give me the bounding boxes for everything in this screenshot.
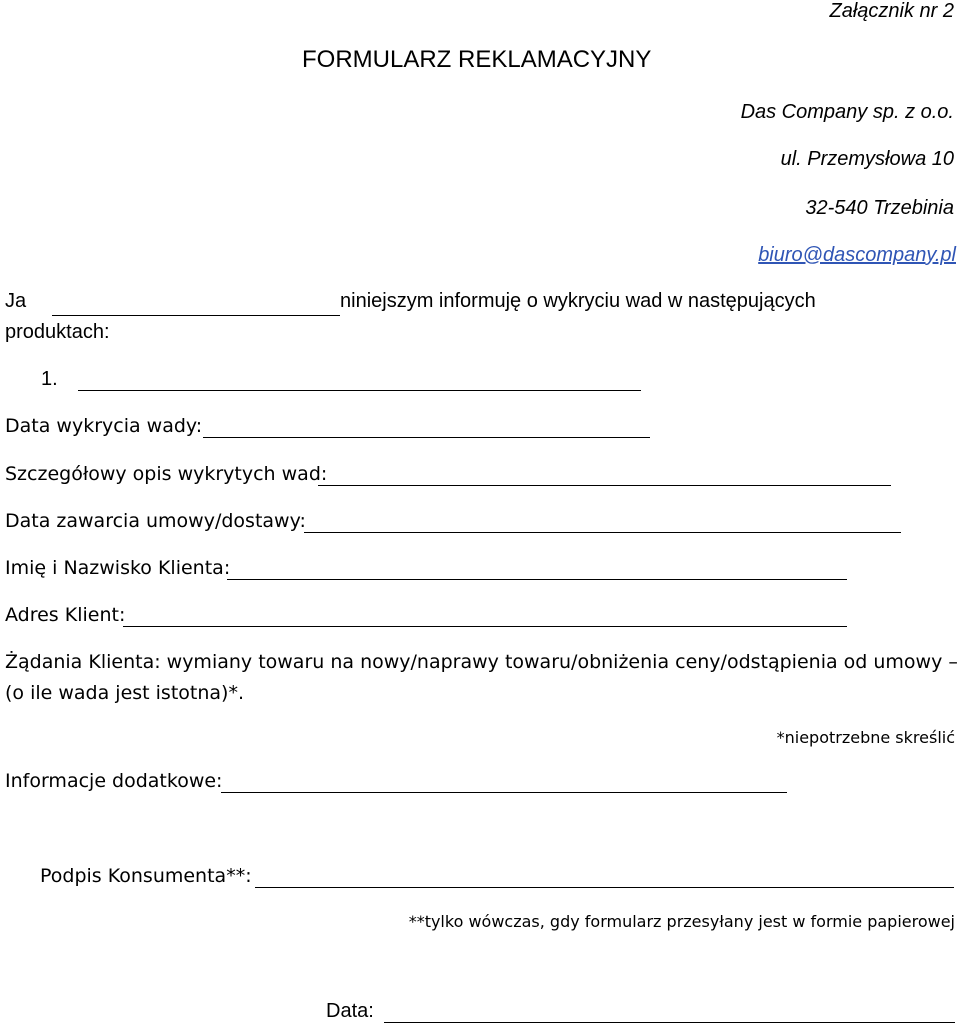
defect-date-label: Data wykrycia wady:: [5, 415, 203, 437]
client-name-field[interactable]: [227, 579, 847, 580]
additional-info-label: Informacje dodatkowe:: [5, 770, 223, 792]
intro-line2: produktach:: [5, 321, 110, 343]
contract-date-label: Data zawarcia umowy/dostawy:: [5, 510, 306, 532]
product-field[interactable]: [78, 390, 641, 391]
defect-description-field[interactable]: [318, 485, 891, 486]
company-name: Das Company sp. z o.o.: [740, 101, 954, 123]
additional-info-field[interactable]: [221, 792, 787, 793]
attachment-label: Załącznik nr 2: [829, 0, 954, 22]
defect-date-field[interactable]: [203, 437, 650, 438]
client-address-field[interactable]: [123, 626, 847, 627]
contract-date-field[interactable]: [304, 532, 901, 533]
company-email-link[interactable]: biuro@dascompany.pl: [758, 244, 956, 266]
signature-label: Podpis Konsumenta**:: [40, 865, 252, 887]
customer-name-field[interactable]: [52, 315, 340, 316]
footnote-strike-out: *niepotrzebne skreślić: [776, 728, 955, 747]
item-number: 1.: [41, 368, 58, 390]
client-demands-text: Żądania Klienta: wymiany towaru na nowy/naprawy towaru/obniżenia ceny/odstąpienia od umowy –: [5, 651, 958, 673]
date-label: Data:: [326, 1000, 374, 1022]
company-city: 32-540 Trzebinia: [805, 197, 954, 219]
date-field[interactable]: [384, 1022, 955, 1023]
client-demands-text-cont: (o ile wada jest istotna)*.: [5, 682, 244, 704]
intro-prefix: Ja: [5, 290, 27, 312]
form-title: FORMULARZ REKLAMACYJNY: [302, 46, 652, 73]
client-address-label: Adres Klient:: [5, 604, 126, 626]
footnote-paper-form: **tylko wówczas, gdy formularz przesyłany jest w formie papierowej: [408, 912, 955, 931]
signature-field[interactable]: [255, 887, 954, 888]
intro-suffix: niniejszym informuję o wykryciu wad w następujących: [340, 290, 816, 312]
defect-description-label: Szczegółowy opis wykrytych wad:: [5, 463, 328, 485]
company-street: ul. Przemysłowa 10: [780, 148, 954, 170]
client-name-label: Imię i Nazwisko Klienta:: [5, 557, 231, 579]
